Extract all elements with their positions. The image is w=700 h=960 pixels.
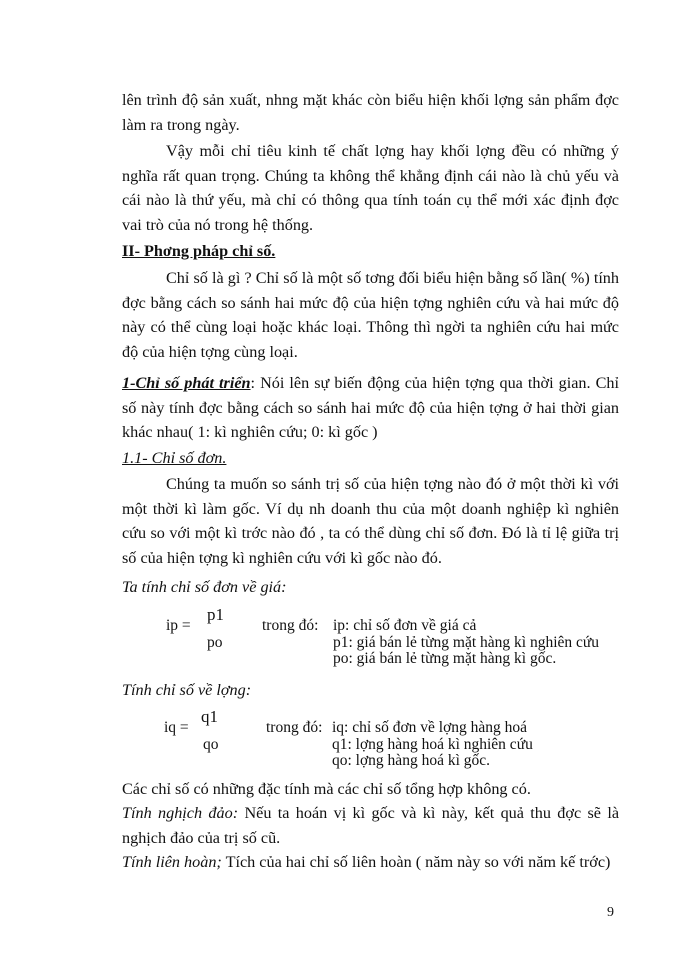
subsection-1-text: : Nói lên sự biến động của hiện tợng qua thời gian. Chỉ số này tính đợc bằng cách so sánh hai mức độ của hiện tợng ở hai thời gian khác nhau( 1: kì nghiên cứu; 0: kì gốc ) [122,374,619,441]
qty-formula-lhs: iq = [164,719,189,736]
price-formula-denominator: po [207,634,223,651]
subsection-1-1-heading: 1.1- Chỉ số đơn. [122,449,227,467]
price-formula-lhs: ip = [166,617,191,634]
qty-formula-numerator: q1 [201,707,218,726]
inverse-text: Nếu ta hoán vị kì gốc và kì này, kết quả thu đợc sẽ là nghịch đảo của trị số cũ. [122,804,619,847]
page-number: 9 [607,905,614,920]
qty-formula-where: trong đó: [266,719,323,736]
inverse-label: Tính nghịch đảo: [122,804,239,822]
inverse-property [122,801,619,850]
subsection-1 [122,371,619,445]
paragraph-3: Chỉ số là gì ? Chỉ số là một số tơng đối biểu hiện bằng số lần( %) tính đợc bằng cách so sánh hai mức độ của hiện tợng nghiên cứu và hai mức độ này có thể cùng loại hoặc khác loại. Thông thì ngời ta nghiên cứu hai mức độ của hiện tợng cùng loại. [122,269,619,361]
chain-text: Tích của hai chỉ số liên hoàn ( năm này so với năm kế trớc) [221,853,611,871]
price-formula-where: trong đó: [262,617,319,634]
section-heading: II- Phơng pháp chỉ số. [122,242,276,260]
price-index-intro: Ta tính chỉ số đơn về giá: [122,578,287,596]
paragraph-2: Vậy mỗi chỉ tiêu kinh tế chất lợng hay khối lợng đều có những ý nghĩa rất quan trọng. Chúng ta không thể khẳng định cái nào là chủ yếu và cái nào là thứ yếu, mà chỉ có thông qua tính toán cụ thể mới xác định đợc vai trò của nó trong hệ thống. [122,142,619,234]
chain-property [122,850,619,875]
price-def-2: p1: giá bán lẻ từng mặt hàng kì nghiên cứu [333,634,600,651]
paragraph-4: Chúng ta muốn so sánh trị số của hiện tợng nào đó ở một thời kì với một thời kì làm gốc. Ví dụ nh doanh thu của một doanh nghiệp kì nghiên cứu so với một kì trớc nào đó , ta có thể dùng chỉ số đơn. Đó là tỉ lệ giữa trị số của hiện tợng kì nghiên cứu với kì gốc nào đó. [122,475,619,567]
subsection-1-label: 1-Chỉ số phát triển [122,374,251,392]
qty-def-2: q1: lợng hàng hoá kì nghiên cứu [332,736,533,753]
price-formula-numerator: p1 [207,605,224,624]
qty-def-1: iq: chỉ số đơn về lợng hàng hoá [332,719,528,736]
price-def-1: ip: chỉ số đơn về giá cả [333,617,477,634]
quantity-index-intro: Tính chỉ số về lợng: [122,681,252,699]
paragraph-5: Các chỉ số có những đặc tính mà các chỉ số tổng hợp không có. [122,780,531,798]
chain-label: Tính liên hoàn; [122,853,222,871]
qty-formula-denominator: qo [203,736,219,753]
paragraph-1: lên trình độ sản xuất, nhng mặt khác còn biểu hiện khối lợng sản phẩm đợc làm ra trong ngày. [122,91,619,134]
price-def-3: po: giá bán lẻ từng mặt hàng kì gốc. [333,650,557,667]
qty-def-3: qo: lợng hàng hoá kì gốc. [332,752,491,769]
